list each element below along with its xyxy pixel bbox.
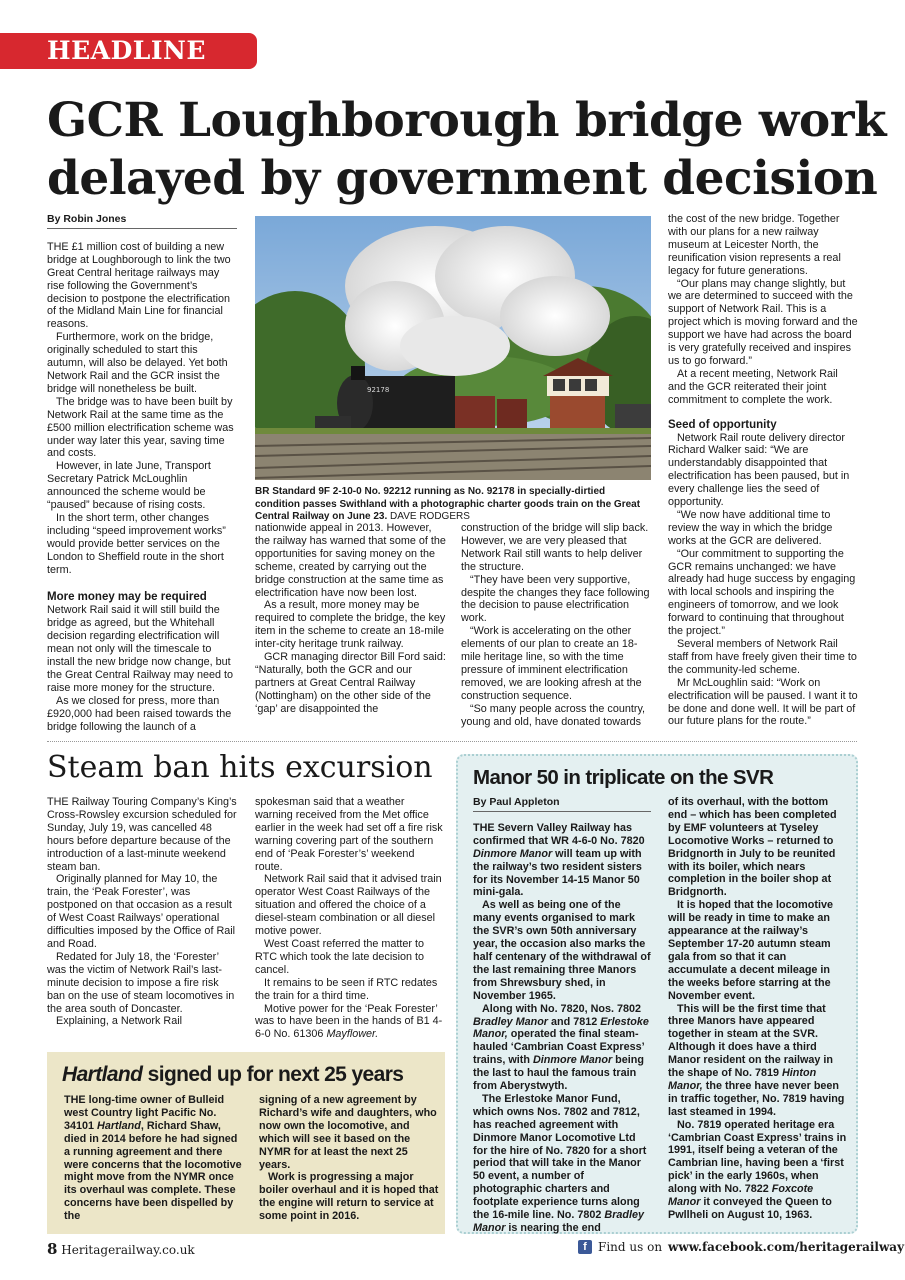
loco-name: Dinmore Manor [533, 1054, 613, 1067]
hartland-headline [62, 1060, 442, 1090]
steam-column-2 [255, 796, 445, 1041]
photo-caption [255, 486, 651, 524]
paragraph: Network Rail route delivery director Richard Walker said: “We are understandably disappointed that electrification has been paused, but in every challenge lies the seed of opportunity. [668, 431, 850, 509]
paragraph: As well as being one of the many events organised to mark the SVR’s own 50th anniversary year, the occasion also marks the half centenary of the withdrawal of the last remaining three Manors from Shrewsbury shed, in November 1965. [473, 899, 651, 1002]
loco-name: Erlestoke Manor, [473, 1015, 649, 1041]
page-footer-left [47, 1240, 195, 1258]
paragraph: West Coast referred the matter to RTC which took the late decision to cancel. [255, 937, 425, 976]
facebook-url[interactable]: www.facebook.com/heritagerailway [668, 1240, 905, 1254]
text-run: Along with No. 7820, Nos. 7802 [482, 1002, 641, 1015]
paragraph: Originally planned for May 10, the train, the ‘Peak Forester’, was postponed on that occasion as a result of West Coast Railways’ operational difficulties imposed by the Office of Rail and Road. [47, 873, 236, 950]
loco-name: Mayflower. [326, 1028, 379, 1041]
text-run: THE Severn Valley Railway has confirmed that WR 4-6-0 No. 7820 [473, 821, 645, 847]
text-run: No. 7819 operated heritage era ‘Cambrian Coast Express’ trains in 1991, itself being a veteran of the Cambrian line, having been a ‘first pick’ in the early 1960s, when along with No. 7822 [668, 1118, 847, 1196]
section-divider [47, 741, 857, 742]
loco-name: Foxcote Manor [668, 1183, 814, 1209]
paragraph: “So many people across the country, young and old, have donated towards [461, 702, 646, 728]
subhead-seed-of-opportunity: Seed of opportunity [668, 418, 777, 431]
text-run: , Richard Shaw, died in 2014 before he had signed a running agreement and there were concerns that the locomotive might move from the NYMR once its overhaul was complete. These concerns have been dispelled by the [64, 1119, 242, 1223]
paragraph: Several members of Network Rail staff from have freely given their time to the community-led scheme. [668, 638, 857, 676]
paragraph [668, 1119, 848, 1222]
page-number: 8 [47, 1240, 58, 1258]
paragraph: Furthermore, work on the bridge, originally scheduled to start this autumn, will also be delayed. Yet both Network Rail and the GCR insist the bridge will nonetheless be built. [47, 331, 228, 395]
loco-name: Bradley Manor [473, 1209, 645, 1234]
manor-column-2 [668, 796, 848, 1222]
paragraph: “Our plans may change slightly, but we are determined to succeed with the support of Network Rail. This is a project which is moving forward and the support we have had across the board is very gratefully received and inspires us to go forward.” [668, 277, 858, 367]
paragraph: The bridge was to have been built by Network Rail at the same time as the £500 million electrification scheme was under way later this year, saving time and costs. [47, 395, 234, 460]
paragraph: THE Railway Touring Company’s King’s Cross-Rowsley excursion scheduled for Sunday, July 19, was cancelled 48 hours before departure because of the introduction of a last-minute weekend steam ban. [47, 796, 237, 873]
main-column-3 [461, 522, 654, 729]
main-column-1 [47, 213, 237, 733]
photo-credit: DAVE RODGERS [390, 511, 470, 522]
paragraph: Mr McLoughlin said: “Work on electrification will be paused. I want it to be done and done well. It will be part of our future plans for the route.” [668, 676, 858, 728]
text-run: it conveyed the Queen to Pwllheli on August 10, 1963. [668, 1196, 832, 1221]
find-us-label: Find us on [598, 1240, 663, 1254]
paragraph: nationwide appeal in 2013. However, the railway has warned that some of the opportunities for saving money on the scheme, created by carrying out the bridge construction at the same time as electrification have now been lost. [255, 522, 446, 599]
steam-column-1 [47, 796, 239, 1028]
main-headline: GCR Loughborough bridge work delayed by government decision [47, 93, 887, 206]
main-column-2 [255, 522, 448, 716]
paragraph: Network Rail said it will still build the bridge as agreed, but the Whitehall decision regarding electrification will mean not only will the timescale to install the new bridge now change, but the Great Central Railway may need to raise more money for the structure. [47, 604, 234, 694]
loco-name: Bradley Manor [473, 1015, 548, 1028]
text-run: Motive power for the ‘Peak Forester’ was to have been in the hands of B1 4-6-0 No. 61306 [255, 1002, 443, 1041]
paragraph [473, 822, 651, 899]
manor-headline: Manor 50 in triplicate on the SVR [473, 766, 774, 789]
paragraph: At a recent meeting, Network Rail and the GCR reiterated their joint commitment to complete the work. [668, 367, 838, 406]
text-run: is nearing the end [505, 1222, 601, 1234]
paragraph: construction of the bridge will slip back. However, we are very pleased that Network Rail still wants to help deliver the structure. [461, 522, 649, 573]
paragraph [64, 1094, 244, 1223]
hartland-column-1 [64, 1094, 244, 1223]
paragraph: of its overhaul, with the bottom end – which has been completed by EMF volunteers at Tyseley Locomotive Works – returned to Bridgnorth in July to be reunited with its boiler, which nears completion in the boiler shop at Bridgnorth. [668, 796, 837, 899]
paragraph: “Work is accelerating on the other elements of our plan to create an 18-mile heritage line, so with the time pressure of imminent electrification removed, we are looking afresh at the construction sequence. [461, 625, 642, 702]
paragraph: signing of a new agreement by Richard’s wife and daughters, who now own the locomotive, and which will see it based on the NYMR for at least the next 25 years. [259, 1094, 437, 1171]
facebook-icon: f [578, 1240, 592, 1254]
manor-column-1 [473, 796, 651, 1235]
paragraph [473, 1003, 651, 1093]
paragraph: It is hoped that the locomotive will be ready in time to make an appearance at the railway’s September 17-20 autumn steam gala from so that it can accumulate a decent mileage in the weeks before starring at the November event. [668, 899, 833, 1002]
caption-text: BR Standard 9F 2-10-0 No. 92212 running as No. 92178 in specially-dirtied condition passes Swithland with a photographic charter goods train on the Great Central Railway on June 23. [255, 486, 641, 522]
text-run: operated the final steam-hauled ‘Cambrian Coast Express’ trains, with [473, 1028, 645, 1067]
steam-locomotive-photo [255, 216, 651, 480]
text-run: being the last to haul the famous train from Aberystwyth. [473, 1054, 644, 1093]
headline-italic: Hartland [62, 1063, 143, 1086]
paragraph: Redated for July 18, the ‘Forester’ was the victim of Network Rail’s last-minute decision to impose a fire risk ban on the use of steam locomotives in the area south of Doncaster. [47, 950, 235, 1015]
paragraph [255, 1003, 445, 1042]
paragraph: Network Rail said that it advised train operator West Coast Railways of the situation and offered the choice of a diesel-steam combination or all diesel motive power. [255, 873, 442, 938]
byline: By Robin Jones [47, 213, 237, 229]
steam-ban-headline: Steam ban hits excursion [47, 750, 433, 785]
main-column-4 [668, 213, 858, 728]
section-tag: HEADLINE NEWS [0, 33, 257, 69]
paragraph: In the short term, other changes including “speed improvement works” would provide better services on the London to Sheffield route in the short term. [47, 511, 226, 576]
loco-name: Hartland [97, 1119, 141, 1132]
paragraph: THE £1 million cost of building a new bridge at Loughborough to link the two Great Central heritage railways may rise following the Government’s decision to postpone the electrification of the Midland Main Line for financial reasons. [47, 240, 231, 331]
loco-number-plate: 92178 [367, 386, 390, 394]
paragraph: As we closed for press, more than £920,000 had been raised towards the bridge following the launch of a [47, 694, 232, 733]
text-run: and 7812 [548, 1015, 601, 1028]
paragraph: Explaining, a Network Rail [56, 1015, 183, 1028]
text-run: THE long-time owner of Bulleid west Country light Pacific No. 34101 [64, 1094, 225, 1132]
paragraph: GCR managing director Bill Ford said: “Naturally, both the GCR and our partners at Great Central Railway (Nottingham) on the other side of the ‘gap’ are disappointed the [255, 651, 446, 715]
paragraph: Work is progressing a major boiler overhaul and it is hoped that the engine will return to service at some point in 2016. [259, 1171, 439, 1223]
subhead-more-money: More money may be required [47, 591, 207, 604]
paragraph: spokesman said that a weather warning received from the Met office earlier in the week had set off a fire risk warning covering part of the southern end of ‘Peak Forester’s’ weekend route. [255, 796, 443, 873]
paragraph: It remains to be seen if RTC redates the train for a third time. [255, 976, 438, 1002]
paragraph: “We now have additional time to review the way in which the bridge works at the GCR are delivered. [668, 508, 833, 547]
page-footer-right [578, 1240, 904, 1254]
paragraph: “Our commitment to supporting the GCR remains unchanged: we have already had huge success by engaging with local schools and inspiring the engineers of tomorrow, and we look forward to continuing that throughout the project.” [668, 547, 856, 638]
site-name: Heritagerailway.co.uk [61, 1243, 195, 1257]
paragraph: the cost of the new bridge. Together with our plans for a new railway museum at Leicester North, the reunification vision represents a real legacy for future generations. [668, 213, 841, 277]
manor-byline: By Paul Appleton [473, 796, 651, 812]
paragraph [473, 1093, 651, 1235]
paragraph: “They have been very supportive, despite the changes they face following the decision to pause electrification work. [461, 573, 650, 625]
text-run: This will be the first time that three Manors have appeared together in steam at the SVR. Although it does have a third Manor resident on the railway in the shape of No. 7819 [668, 1002, 833, 1080]
text-run: The Erlestoke Manor Fund, which owns Nos. 7802 and 7812, has reached agreement with Dinmore Manor Locomotive Ltd for the hire of No. 7820 for a short period that will take in the Manor 50 event, a number of photographic charters and footplate experience turns along the 16-mile line. No. 7802 [473, 1092, 647, 1222]
loco-name: Hinton Manor, [668, 1067, 817, 1092]
paragraph: However, in late June, Transport Secretary Patrick McLoughlin announced the scheme would be “paused” because of rising costs. [47, 460, 211, 512]
hartland-column-2 [259, 1094, 439, 1223]
paragraph: As a result, more money may be required to complete the bridge, the key item in the scheme to create an 18-mile inter-city heritage trunk railway. [255, 599, 446, 651]
text-run: the three have never been in traffic together, No. 7819 having last steamed in 1994. [668, 1079, 845, 1118]
text-run: will team up with the railway’s two resident sisters for its November 14-15 Manor 50 mini-gala. [473, 847, 642, 899]
loco-name: Dinmore Manor [473, 847, 553, 860]
paragraph [668, 1003, 848, 1119]
headline-rest: signed up for next 25 years [142, 1063, 404, 1086]
